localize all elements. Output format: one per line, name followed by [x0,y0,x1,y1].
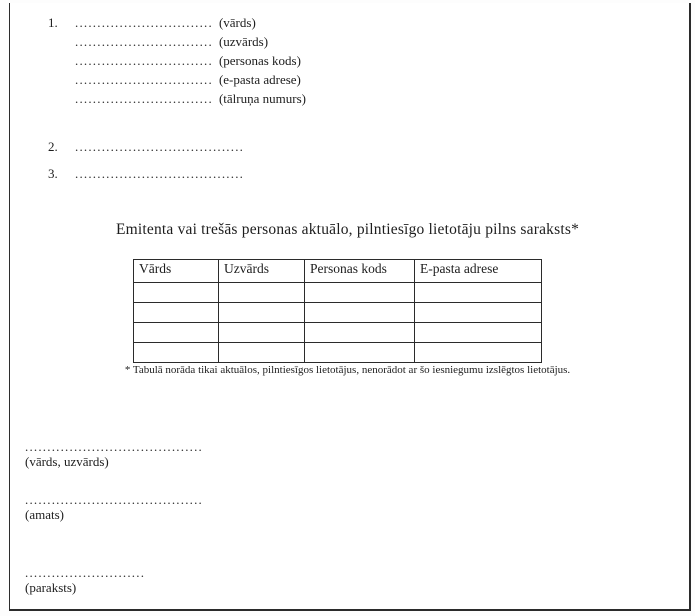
table-cell [415,343,542,363]
table-header-uzvards: Uzvārds [219,260,305,283]
signature-line: ........................... [25,565,146,580]
dotted-fill-line: ............................... [75,15,213,30]
signature-line: ........................................ [25,492,203,507]
dotted-fill-line: ............................... [75,72,213,87]
table-cell [134,283,219,303]
list-item-3 [48,164,244,183]
users-table [133,259,542,363]
dotted-fill-line: ............................... [75,91,213,106]
dotted-fill-line: ............................... [75,53,213,68]
item-number: 3. [48,166,58,181]
table-cell [219,343,305,363]
field-label-uzvards: (uzvārds) [218,34,269,49]
signature-block-signature [25,566,145,596]
table-cell [134,343,219,363]
signature-label-paraksts: (paraksts) [25,580,77,595]
table-cell [305,283,415,303]
item-number: 2. [48,139,58,154]
list-item-1-line-talruna-numurs [48,89,306,108]
field-label-talruna-numurs: (tālruņa numurs) [218,91,306,106]
table-row [134,283,542,303]
table-cell [305,343,415,363]
table-header-row [134,260,542,283]
signature-block-name [25,440,203,470]
table-cell [305,323,415,343]
table-cell [219,323,305,343]
dotted-fill-line: ...................................... [75,166,245,181]
table-cell [134,303,219,323]
list-item-2 [48,137,244,156]
table-header-vards: Vārds [134,260,219,283]
list-item-1-line-epasta-adrese [48,70,306,89]
section-title: Emitenta vai trešās personas aktuālo, pilntiesīgo lietotāju pilns saraksts* [115,221,580,238]
table-cell [219,283,305,303]
list-item-1-line-uzvards [48,32,306,51]
field-label-personas-kods: (personas kods) [218,53,301,68]
field-label-epasta-adrese: (e-pasta adrese) [218,72,301,87]
table-row [134,343,542,363]
table-cell [415,323,542,343]
signature-line: ........................................ [25,439,203,454]
table-row [134,323,542,343]
table-cell [219,303,305,323]
table-cell [134,323,219,343]
signature-block-position [25,493,203,523]
table-cell [305,303,415,323]
list-item-1 [48,13,306,108]
item-number: 1. [48,15,58,30]
field-label-vards: (vārds) [218,15,256,30]
signature-label-amats: (amats) [25,507,64,522]
table-header-personas-kods: Personas kods [305,260,415,283]
dotted-fill-line: ............................... [75,34,213,49]
dotted-fill-line: ...................................... [75,139,245,154]
table-footnote: * Tabulā norāda tikai aktuālos, pilntiesīgos lietotājus, nenorādot ar šo iesniegumu izslēgtos lietotājus. [124,364,571,376]
signature-label-vards-uzvards: (vārds, uzvārds) [25,454,109,469]
list-item-1-line-personas-kods [48,51,306,70]
table-header-epasta-adrese: E-pasta adrese [415,260,542,283]
table-row [134,303,542,323]
table-cell [415,303,542,323]
list-item-1-line-vards [48,13,306,32]
table-cell [415,283,542,303]
